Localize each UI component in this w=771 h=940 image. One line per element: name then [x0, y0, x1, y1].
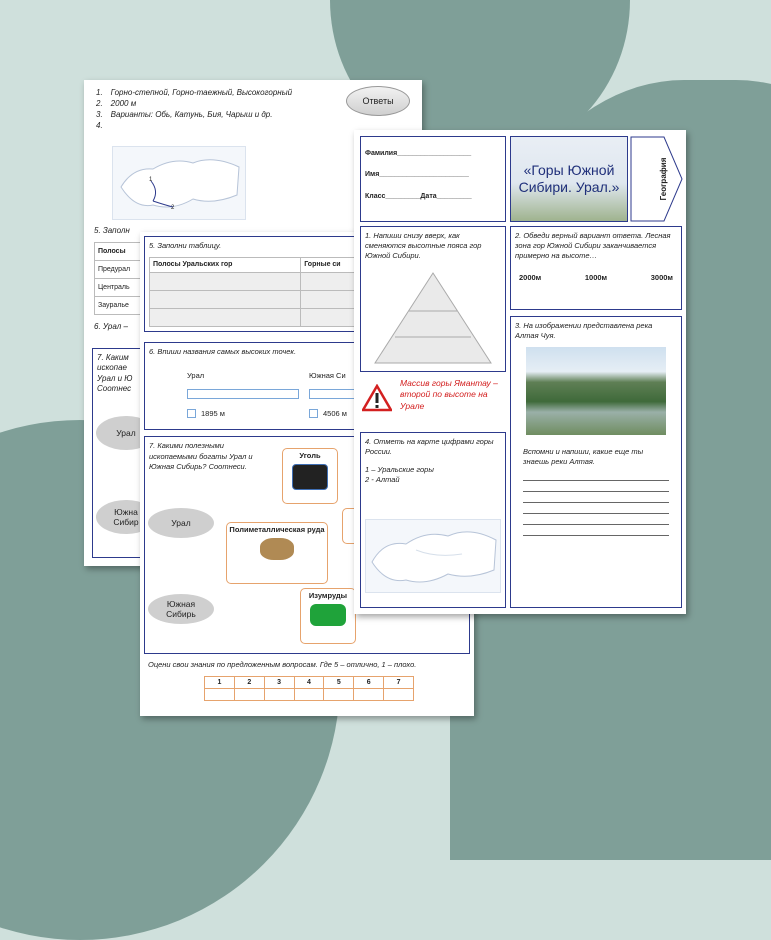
table-row[interactable]	[150, 308, 301, 326]
rating-cell[interactable]: 2	[234, 677, 264, 689]
table-header: Полосы Уральских гор	[150, 258, 301, 272]
peak-ural-input[interactable]	[187, 389, 299, 399]
task7-label: 7. Какими полезными ископаемыми богаты Урал и Южная Сибирь? Соотнеси.	[149, 441, 253, 471]
subject-label: География	[659, 157, 668, 201]
task7-line: 7. Каким	[97, 353, 129, 362]
task4-item: 2 - Алтай	[365, 475, 400, 485]
answer-number: 1.	[96, 88, 103, 97]
rating-cell[interactable]: 5	[324, 677, 354, 689]
task7-line: Урал и Ю	[97, 373, 133, 383]
mineral-label: Уголь	[299, 451, 321, 460]
student-info-box	[360, 136, 506, 222]
option-3000[interactable]: 3000м	[650, 273, 673, 283]
surname-field[interactable]: Фамилия___________________	[365, 150, 472, 157]
task2-box	[510, 226, 682, 310]
oval-south-siberia-answer: Южна Сибир	[96, 500, 156, 534]
mineral-coal[interactable]	[282, 448, 338, 504]
rating-cell[interactable]: 1	[205, 677, 235, 689]
warning-icon	[362, 384, 392, 412]
page-title: «Горы Южной Сибири. Урал.»	[518, 161, 620, 195]
table-header: Полосы	[95, 243, 154, 261]
russia-map[interactable]	[365, 519, 501, 593]
title-banner	[510, 136, 628, 222]
task6-label: 6. Впиши названия самых высоких точек.	[149, 347, 297, 356]
table-header: Горные си	[301, 258, 465, 272]
table-row[interactable]	[150, 272, 301, 290]
warning-box	[362, 378, 508, 426]
option-2000[interactable]: 2000м	[519, 273, 542, 283]
table-row: Предурал	[95, 261, 154, 279]
map-mark-2: 2	[171, 205, 175, 211]
ore-icon	[260, 538, 294, 560]
answer-text: Варианты: Обь, Катунь, Бия, Чарыш и др.	[110, 110, 273, 119]
task5-label: 5. Заполн	[94, 226, 130, 235]
peak-ural-checkbox[interactable]	[187, 409, 196, 418]
class-date-field[interactable]: Класс_________Дата_________	[365, 192, 472, 200]
answer-line[interactable]	[523, 535, 669, 536]
rating-text: Оцени свои знания по предложенным вопросам. Где 5 – отлично, 1 – плохо.	[148, 660, 417, 669]
task2-label: 2. Обведи верный вариант ответа. Лесная зона гор Южной Сибири заканчивается примерно на высоте…	[515, 231, 671, 261]
table-row[interactable]	[150, 290, 301, 308]
rating-cell[interactable]: 3	[264, 677, 294, 689]
name-field[interactable]: Имя_______________________	[365, 171, 469, 179]
answer-line[interactable]	[523, 480, 669, 481]
rating-cell[interactable]: 6	[354, 677, 384, 689]
mineral-emeralds[interactable]	[300, 588, 356, 644]
peak-ural-value: 1895 м	[201, 409, 225, 418]
worksheet-page-1	[354, 130, 686, 614]
answer-text: Горно-степной, Горно-таежный, Высокогорный	[110, 88, 293, 97]
task1-label: 1. Напиши снизу вверх, как сменяются высотные пояса гор Южной Сибири.	[365, 231, 482, 261]
rating-cell[interactable]: 4	[294, 677, 324, 689]
task7-line: Соотнес	[97, 384, 132, 394]
map-outline-icon	[366, 520, 502, 594]
peak-south-label: Южная Си	[309, 371, 346, 380]
map-mark-1: 1	[149, 177, 153, 183]
task5-label: 5. Заполни таблицу.	[149, 241, 222, 250]
map-outline-icon	[113, 147, 247, 221]
answer-number: 3.	[96, 110, 103, 119]
task1-box	[360, 226, 506, 372]
answer-number: 4.	[96, 121, 103, 130]
answer-line[interactable]	[523, 502, 669, 503]
answer-line[interactable]	[523, 513, 669, 514]
answers-button[interactable]: Ответы	[346, 86, 410, 116]
answer-line[interactable]	[523, 491, 669, 492]
task7-line: ископае	[97, 363, 127, 373]
russia-map-answer	[112, 146, 246, 220]
subject-arrow	[630, 136, 684, 222]
oval-south-siberia[interactable]: Южная Сибирь	[148, 594, 214, 624]
peak-ural-label: Урал	[187, 371, 205, 380]
answer-text: 2000 м	[110, 99, 137, 108]
coal-icon	[292, 464, 328, 490]
mineral-label: Изумруды	[308, 591, 348, 600]
oval-ural[interactable]: Урал	[148, 508, 214, 538]
chuya-river-photo	[526, 347, 666, 435]
table-row: Централь	[95, 279, 154, 297]
mineral-label: Полиметаллическая руда	[229, 525, 325, 534]
mineral-polymetallic-ore[interactable]	[226, 522, 328, 584]
answer-line[interactable]	[523, 524, 669, 525]
task6-label: 6. Урал –	[94, 322, 128, 331]
task4-label: 4. Отметь на карте цифрами горы России.	[365, 437, 494, 457]
task3-label: 3. На изображении представлена река Алтая Чуя.	[515, 321, 653, 341]
warning-text: Массив горы Ямантау – второй по высоте на Урале	[400, 378, 498, 411]
task3-box	[510, 316, 682, 608]
peak-south-checkbox[interactable]	[309, 409, 318, 418]
oval-ural-answer: Урал	[96, 416, 156, 450]
emerald-icon	[310, 604, 346, 626]
rating-table	[204, 676, 414, 701]
task3b-label: Вспомни и напиши, какие еще ты знаешь реки Алтая.	[523, 447, 644, 467]
altitude-pyramid-icon[interactable]	[373, 271, 493, 365]
answers-list	[96, 88, 336, 130]
peak-south-value: 4506 м	[323, 409, 347, 418]
table-row: Зауралье	[95, 297, 154, 315]
option-1000[interactable]: 1000м	[584, 273, 608, 283]
task4-item: 1 – Уральские горы	[365, 465, 434, 475]
answer-number: 2.	[96, 99, 103, 108]
task4-box	[360, 432, 506, 608]
rating-cell[interactable]: 7	[384, 677, 414, 689]
